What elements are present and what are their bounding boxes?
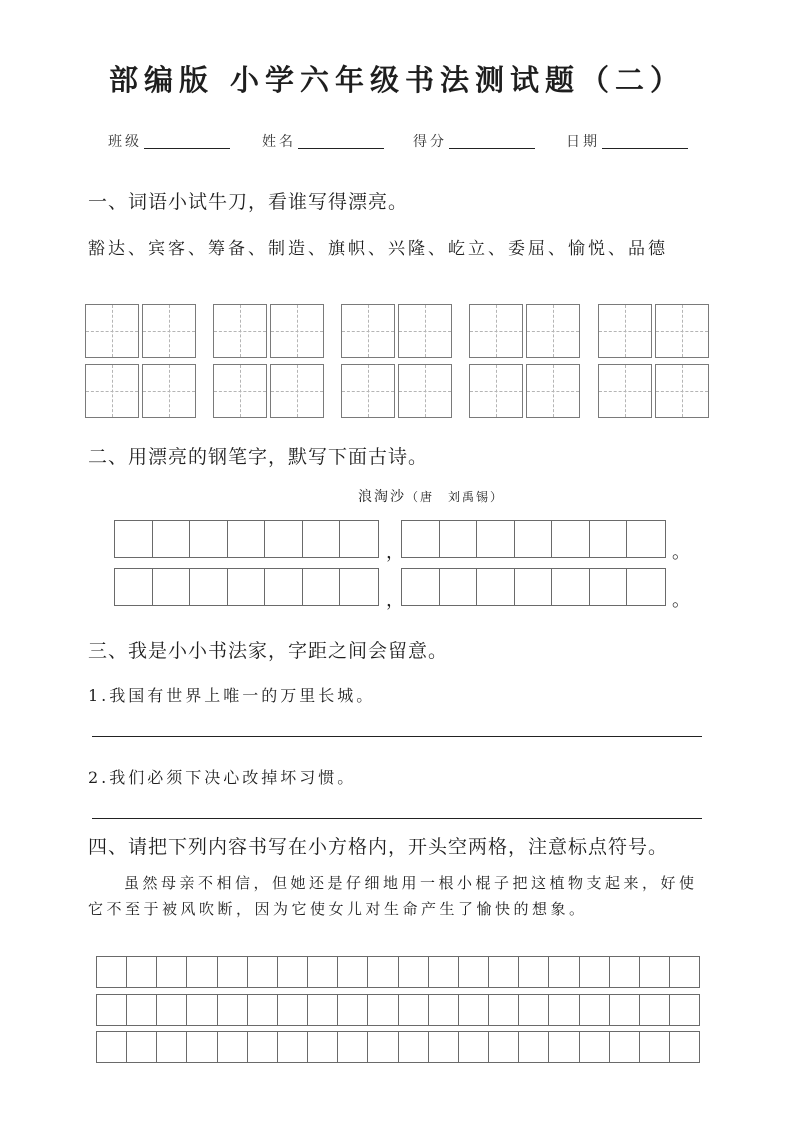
- square-cell[interactable]: [640, 1032, 670, 1062]
- square-cell[interactable]: [97, 995, 127, 1025]
- square-cell[interactable]: [278, 957, 308, 987]
- tian-box[interactable]: [142, 364, 196, 418]
- square-cell[interactable]: [127, 957, 157, 987]
- square-cell[interactable]: [670, 1032, 699, 1062]
- square-cell[interactable]: [549, 957, 579, 987]
- tian-box[interactable]: [655, 304, 709, 358]
- square-cell[interactable]: [248, 957, 278, 987]
- square-cell[interactable]: [399, 1032, 429, 1062]
- poem-author: （唐 刘禹锡）: [406, 490, 505, 504]
- tian-box[interactable]: [526, 364, 580, 418]
- poem-title: 浪淘沙: [358, 489, 406, 505]
- poem-cell[interactable]: [265, 569, 303, 605]
- tian-box[interactable]: [598, 304, 652, 358]
- square-cell[interactable]: [610, 1032, 640, 1062]
- score-field[interactable]: [413, 131, 535, 151]
- tian-box[interactable]: [213, 364, 267, 418]
- square-cell[interactable]: [610, 957, 640, 987]
- square-cell[interactable]: [278, 995, 308, 1025]
- poem-cell[interactable]: [402, 521, 440, 557]
- poem-cell[interactable]: [153, 569, 191, 605]
- date-blank[interactable]: [602, 147, 688, 149]
- square-cell[interactable]: [610, 995, 640, 1025]
- square-cell[interactable]: [459, 957, 489, 987]
- square-row: [96, 956, 700, 988]
- tian-box[interactable]: [398, 364, 452, 418]
- tian-box[interactable]: [270, 364, 324, 418]
- section3-heading: 三、我是小小书法家，字距之间会留意。: [88, 640, 449, 662]
- square-cell[interactable]: [459, 995, 489, 1025]
- poem-cell[interactable]: [190, 521, 228, 557]
- poem-comma-1: ，: [386, 542, 404, 563]
- square-cell[interactable]: [429, 1032, 459, 1062]
- sentence-1: 1.我国有世界上唯一的万里长城。: [88, 686, 376, 705]
- square-cell[interactable]: [519, 1032, 549, 1062]
- writing-line-2[interactable]: [92, 818, 702, 819]
- square-cell[interactable]: [127, 1032, 157, 1062]
- tian-box[interactable]: [469, 304, 523, 358]
- section4-paragraph: [88, 870, 713, 922]
- poem-cell[interactable]: [477, 521, 515, 557]
- poem-cell[interactable]: [590, 521, 628, 557]
- class-blank[interactable]: [144, 147, 230, 149]
- tian-box[interactable]: [213, 304, 267, 358]
- poem-cell[interactable]: [402, 569, 440, 605]
- date-field[interactable]: [566, 131, 688, 151]
- poem-cell[interactable]: [340, 521, 378, 557]
- section2-heading: 二、用漂亮的钢笔字，默写下面古诗。: [88, 446, 429, 468]
- square-cell[interactable]: [549, 995, 579, 1025]
- square-cell[interactable]: [157, 1032, 187, 1062]
- square-cell[interactable]: [429, 957, 459, 987]
- poem-row: [401, 520, 666, 558]
- tian-box[interactable]: [341, 304, 395, 358]
- poem-cell[interactable]: [515, 521, 553, 557]
- square-cell[interactable]: [549, 1032, 579, 1062]
- square-cell[interactable]: [368, 1032, 398, 1062]
- square-cell[interactable]: [399, 995, 429, 1025]
- section1-heading: 一、词语小试牛刀，看谁写得漂亮。: [88, 191, 409, 213]
- square-cell[interactable]: [187, 1032, 217, 1062]
- class-label: 班级: [108, 134, 142, 150]
- poem-cell[interactable]: [477, 569, 515, 605]
- poem-cell[interactable]: [303, 569, 341, 605]
- class-field[interactable]: [108, 131, 230, 151]
- square-cell[interactable]: [218, 1032, 248, 1062]
- square-cell[interactable]: [580, 957, 610, 987]
- square-cell[interactable]: [218, 957, 248, 987]
- square-cell[interactable]: [308, 1032, 338, 1062]
- square-cell[interactable]: [399, 957, 429, 987]
- tian-box[interactable]: [341, 364, 395, 418]
- tian-box[interactable]: [142, 304, 196, 358]
- square-cell[interactable]: [187, 995, 217, 1025]
- tian-box[interactable]: [85, 304, 139, 358]
- square-cell[interactable]: [519, 957, 549, 987]
- square-cell[interactable]: [489, 957, 519, 987]
- square-cell[interactable]: [278, 1032, 308, 1062]
- tian-box[interactable]: [85, 364, 139, 418]
- poem-cell[interactable]: [515, 569, 553, 605]
- section4-heading: 四、请把下列内容书写在小方格内，开头空两格，注意标点符号。: [88, 836, 669, 858]
- name-label: 姓名: [262, 134, 296, 150]
- score-label: 得分: [413, 134, 447, 150]
- square-cell[interactable]: [308, 957, 338, 987]
- square-cell[interactable]: [338, 995, 368, 1025]
- square-cell[interactable]: [489, 995, 519, 1025]
- name-blank[interactable]: [298, 147, 384, 149]
- square-cell[interactable]: [368, 995, 398, 1025]
- square-cell[interactable]: [580, 1032, 610, 1062]
- tian-box[interactable]: [469, 364, 523, 418]
- square-cell[interactable]: [338, 1032, 368, 1062]
- name-field[interactable]: [262, 131, 384, 151]
- square-cell[interactable]: [489, 1032, 519, 1062]
- tian-box[interactable]: [398, 304, 452, 358]
- poem-cell[interactable]: [552, 521, 590, 557]
- poem-comma-2: ，: [386, 590, 404, 611]
- square-cell[interactable]: [459, 1032, 489, 1062]
- square-cell[interactable]: [640, 995, 670, 1025]
- sentence-2: 2.我们必须下决心改掉坏习惯。: [88, 768, 357, 787]
- square-cell[interactable]: [670, 957, 699, 987]
- square-cell[interactable]: [187, 957, 217, 987]
- poem-cell[interactable]: [627, 521, 665, 557]
- poem-cell[interactable]: [440, 569, 478, 605]
- page-title: 部编版 小学六年级书法测试题（二）: [108, 63, 686, 97]
- tian-box[interactable]: [270, 304, 324, 358]
- square-cell[interactable]: [580, 995, 610, 1025]
- square-row: [96, 994, 700, 1026]
- square-cell[interactable]: [157, 995, 187, 1025]
- square-cell[interactable]: [519, 995, 549, 1025]
- square-cell[interactable]: [218, 995, 248, 1025]
- date-label: 日期: [566, 134, 600, 150]
- square-cell[interactable]: [338, 957, 368, 987]
- square-cell[interactable]: [157, 957, 187, 987]
- square-cell[interactable]: [368, 957, 398, 987]
- poem-cell[interactable]: [228, 521, 266, 557]
- poem-cell[interactable]: [228, 569, 266, 605]
- poem-cell[interactable]: [590, 569, 628, 605]
- score-blank[interactable]: [449, 147, 535, 149]
- poem-title-line: [358, 486, 504, 506]
- square-cell[interactable]: [429, 995, 459, 1025]
- poem-cell[interactable]: [303, 521, 341, 557]
- poem-cell[interactable]: [627, 569, 665, 605]
- section1-words: 豁达、宾客、筹备、制造、旗帜、兴隆、屹立、委屈、愉悦、品德: [88, 239, 668, 259]
- poem-row: [114, 568, 379, 606]
- poem-cell[interactable]: [440, 521, 478, 557]
- square-cell[interactable]: [97, 957, 127, 987]
- poem-cell[interactable]: [265, 521, 303, 557]
- poem-cell[interactable]: [340, 569, 378, 605]
- square-cell[interactable]: [640, 957, 670, 987]
- poem-period-1: 。: [672, 542, 690, 563]
- tian-box[interactable]: [598, 364, 652, 418]
- tian-box[interactable]: [526, 304, 580, 358]
- square-cell[interactable]: [308, 995, 338, 1025]
- square-cell[interactable]: [670, 995, 699, 1025]
- writing-line-1[interactable]: [92, 736, 702, 737]
- poem-row: [114, 520, 379, 558]
- poem-period-2: 。: [672, 590, 690, 611]
- square-row: [96, 1031, 700, 1063]
- square-cell[interactable]: [248, 995, 278, 1025]
- poem-row: [401, 568, 666, 606]
- paragraph-text: 虽然母亲不相信，但她还是仔细地用一根小棍子把这植物支起来，好使它不至于被风吹断，因为它使女儿对生命产生了愉快的想象。: [88, 874, 698, 918]
- poem-cell[interactable]: [190, 569, 228, 605]
- square-cell[interactable]: [97, 1032, 127, 1062]
- poem-cell[interactable]: [115, 569, 153, 605]
- tian-box[interactable]: [655, 364, 709, 418]
- square-cell[interactable]: [127, 995, 157, 1025]
- poem-cell[interactable]: [153, 521, 191, 557]
- poem-cell[interactable]: [115, 521, 153, 557]
- square-cell[interactable]: [248, 1032, 278, 1062]
- poem-cell[interactable]: [552, 569, 590, 605]
